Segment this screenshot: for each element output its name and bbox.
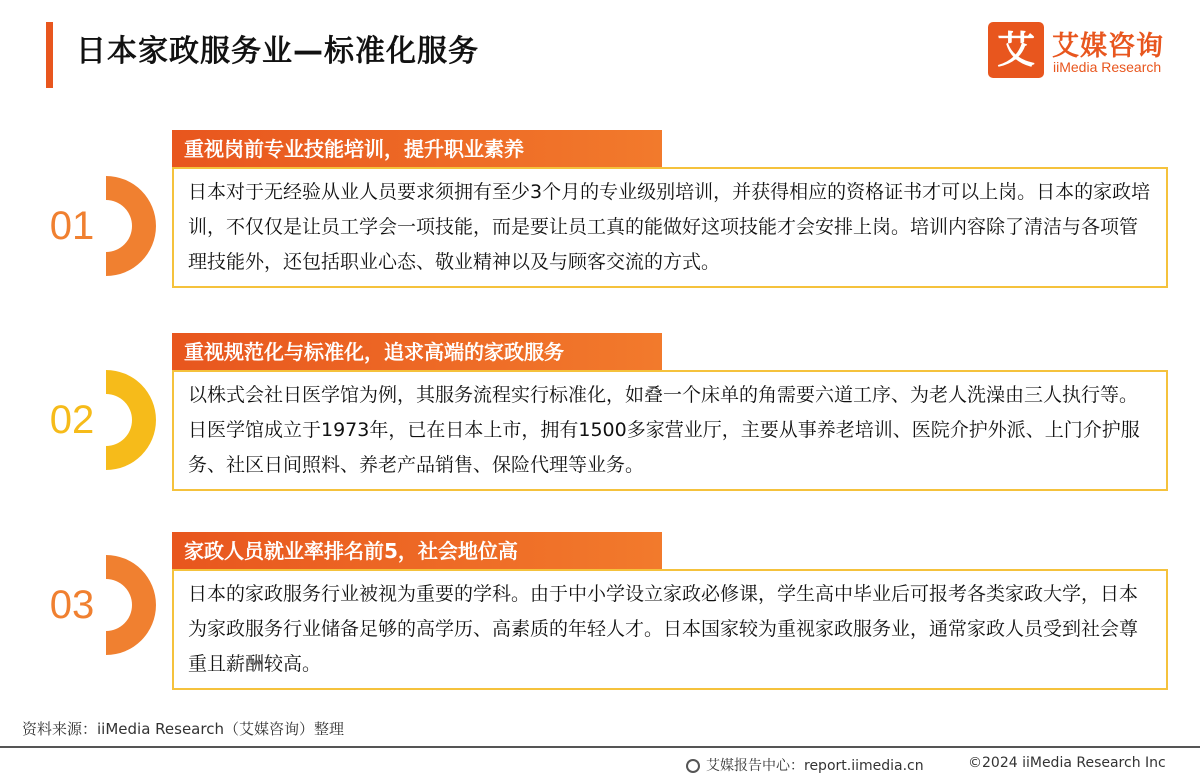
section-2-body: 以株式会社日医学馆为例，其服务流程实行标准化，如叠一个床单的角需要六道工序、为老人洗澡由三人执行等。日医学馆成立于1973年，已在日本上市，拥有1500多家营业厅，主要从事养老培训、医院介护外派、上门介护服务、社区日间照料、养老产品销售、保险代理等业务。 [172,370,1168,491]
logo-chinese-name: 艾媒咨询 [1052,31,1164,62]
section-1-number: 01 [49,204,95,248]
section-3-number: 03 [49,583,95,627]
section-3-ring-arc [106,555,156,655]
footer-divider [0,746,1200,748]
section-1-body: 日本对于无经验从业人员要求须拥有至少3个月的专业级别培训，并获得相应的资格证书才可以上岗。日本的家政培训，不仅仅是让员工学会一项技能，而是要让员工真的能做好这项技能才会安排上岗。培训内容除了清洁与各项管理技能外，还包括职业心态、敬业精神以及与顾客交流的方式。 [172,167,1168,288]
section-1-ring-arc [106,176,156,276]
logo-mark: 艾 [988,22,1044,78]
title-accent-bar [46,22,53,88]
company-logo [988,22,1188,82]
section-2-ring-arc [106,370,156,470]
globe-icon [686,759,700,773]
section-3-body: 日本的家政服务行业被视为重要的学科。由于中小学设立家政必修课，学生高中毕业后可报考各类家政大学，日本为家政服务行业储备足够的高学历、高素质的年轻人才。日本国家较为重视家政服务业，通常家政人员受到社会尊重且薪酬较高。 [172,569,1168,690]
footer-copyright: ©2024 iiMedia Research Inc [968,755,1166,771]
logo-english-name: iiMedia Research [1053,59,1162,75]
source-note: 资料来源：iiMedia Research（艾媒咨询）整理 [22,720,344,738]
section-2-heading: 重视规范化与标准化，追求高端的家政服务 [172,333,662,371]
section-1-heading: 重视岗前专业技能培训，提升职业素养 [172,130,662,168]
footer-report-center [686,755,924,775]
page-title: 日本家政服务业—标准化服务 [76,34,479,69]
section-3-heading: 家政人员就业率排名前5，社会地位高 [172,532,662,570]
footer-report-center-text: 艾媒报告中心：report.iimedia.cn [706,758,924,774]
section-2-number: 02 [49,398,95,442]
